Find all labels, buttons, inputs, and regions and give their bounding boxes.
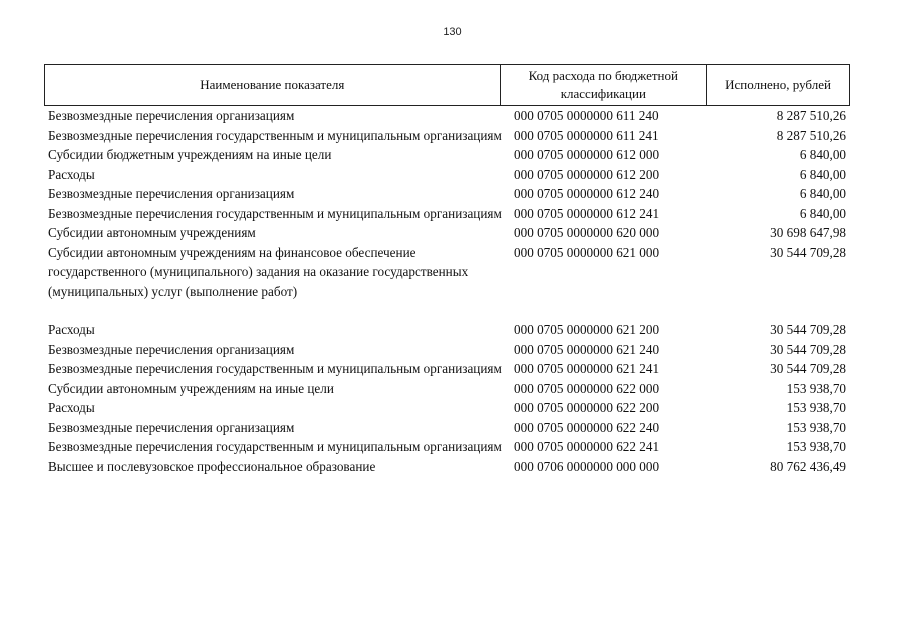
row-amount: 6 840,00 — [799, 205, 846, 221]
row-name: Субсидии автономным учреждениям на иные цели — [48, 380, 334, 396]
row-code: 000 0705 0000000 612 000 — [514, 147, 660, 162]
row-name: Безвозмездные перечисления организациям — [48, 341, 295, 357]
row-code: 000 0705 0000000 611 241 — [514, 127, 659, 143]
table-row — [44, 184, 850, 204]
row-code: 000 0705 0000000 612 241 — [514, 205, 660, 221]
row-amount: 153 938,70 — [786, 400, 846, 415]
row-code: 000 0705 0000000 612 240 — [514, 186, 660, 201]
table-row — [44, 437, 850, 457]
row-amount: 8 287 510,26 — [776, 127, 846, 143]
row-amount: 30 544 709,28 — [770, 361, 846, 376]
row-name: Субсидии автономным учреждениям на финансовое обеспечение государственного (муниципального) задания на оказание государственных (муниципальных) услуг (выполнение работ) — [48, 244, 469, 299]
row-code: 000 0705 0000000 611 240 — [514, 108, 659, 123]
row-amount: 153 938,70 — [786, 419, 846, 435]
row-amount: 30 544 709,28 — [770, 244, 846, 260]
row-name: Безвозмездные перечисления организациям — [48, 108, 295, 123]
row-name: Безвозмездные перечисления организациям — [48, 419, 295, 435]
row-code: 000 0706 0000000 000 000 — [514, 458, 660, 474]
row-amount: 80 762 436,49 — [770, 458, 846, 474]
row-code: 000 0705 0000000 622 241 — [514, 439, 660, 454]
table-row — [44, 223, 850, 243]
table-row — [44, 398, 850, 418]
row-code: 000 0705 0000000 622 000 — [514, 380, 660, 396]
row-code: 000 0705 0000000 622 240 — [514, 419, 660, 435]
row-name: Высшее и послевузовское профессиональное образование — [48, 458, 376, 474]
table-row — [44, 418, 850, 438]
row-amount: 6 840,00 — [799, 166, 846, 182]
row-name: Безвозмездные перечисления государственным и муниципальным организациям — [48, 127, 502, 143]
table-row — [44, 359, 850, 379]
row-amount: 153 938,70 — [786, 380, 846, 396]
row-name: Субсидии бюджетным учреждениям на иные цели — [48, 147, 332, 162]
row-code: 000 0705 0000000 612 200 — [514, 166, 660, 182]
table-row — [44, 204, 850, 224]
row-code: 000 0705 0000000 621 000 — [514, 244, 660, 260]
row-code: 000 0705 0000000 621 241 — [514, 361, 660, 376]
row-gap — [44, 301, 850, 320]
row-amount: 6 840,00 — [799, 147, 846, 162]
row-amount: 30 544 709,28 — [770, 322, 846, 337]
table-row — [44, 457, 850, 477]
table-row — [44, 320, 850, 340]
table-row — [44, 340, 850, 360]
row-name: Безвозмездные перечисления государственным и муниципальным организациям — [48, 439, 502, 454]
header-amount: Исполнено, рублей — [725, 77, 831, 92]
table-row — [44, 243, 850, 302]
row-name: Расходы — [48, 400, 95, 415]
row-amount: 30 544 709,28 — [770, 341, 846, 357]
header-code: Код расхода по бюджетной классификации — [501, 65, 707, 105]
row-code: 000 0705 0000000 622 200 — [514, 400, 660, 415]
row-name: Субсидии автономным учреждениям — [48, 225, 256, 240]
row-amount: 153 938,70 — [786, 439, 846, 454]
table-row — [44, 106, 850, 126]
row-name: Безвозмездные перечисления государственным и муниципальным организациям — [48, 361, 502, 376]
row-amount: 30 698 647,98 — [770, 225, 846, 240]
page-number: 130 — [443, 26, 462, 38]
row-code: 000 0705 0000000 620 000 — [514, 225, 660, 240]
row-code: 000 0705 0000000 621 240 — [514, 341, 660, 357]
table-row — [44, 126, 850, 146]
header-name: Наименование показателя — [45, 65, 501, 105]
table-row — [44, 145, 850, 165]
row-amount: 6 840,00 — [799, 186, 846, 201]
row-name: Расходы — [48, 166, 95, 182]
budget-table — [44, 64, 850, 476]
row-name: Безвозмездные перечисления государственным и муниципальным организациям — [48, 205, 502, 221]
row-name: Расходы — [48, 322, 95, 337]
row-code: 000 0705 0000000 621 200 — [514, 322, 660, 337]
row-amount: 8 287 510,26 — [776, 108, 846, 123]
table-row — [44, 165, 850, 185]
table-row — [44, 379, 850, 399]
row-name: Безвозмездные перечисления организациям — [48, 186, 295, 201]
table-header — [44, 64, 850, 106]
